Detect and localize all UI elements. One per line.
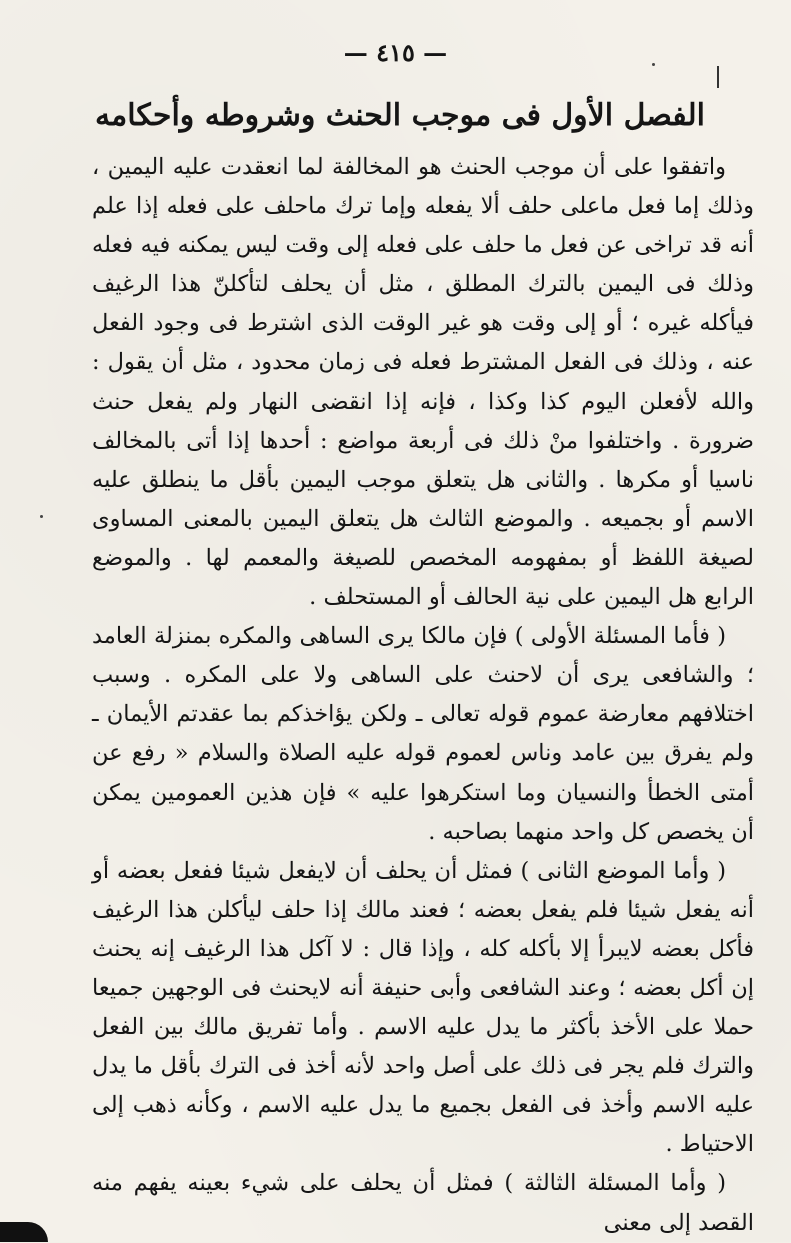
chapter-title: الفصل الأول فى موجب الحنث وشروطه وأحكامه	[95, 98, 705, 133]
scan-corner-blot	[0, 1222, 48, 1242]
paragraph-2: ( فأما المسئلة الأولى ) فإن مالكا يرى الساهى والمكره بمنزلة العامد ؛ والشافعى يرى أن لاحنث على الساهى ولا على المكره . وسبب اختلافهم معارضة عموم قوله تعالى ـ ولكن يؤاخذكم بما عقدتم الأيمان ـ ولم يفرق بين عامد وناس لعموم قوله عليه الصلاة والسلام « رفع عن أمتى الخطأ والنسيان وما استكرهوا عليه » فإن هذين العمومين يمكن أن يخصص كل واحد منهما بصاحبه .	[92, 623, 754, 845]
paragraph-4: ( وأما المسئلة الثالثة ) فمثل أن يحلف على شيء بعينه يفهم منه القصد إلى معنى	[92, 1170, 754, 1236]
scan-speck	[40, 515, 43, 518]
page-number: — ٤١٥ —	[343, 38, 448, 67]
margin-mark	[717, 66, 719, 88]
body-text	[92, 148, 754, 1243]
paragraph-3: ( وأما الموضع الثانى ) فمثل أن يحلف أن لايفعل شيئا ففعل بعضه أو أنه يفعل شيئا فلم يفعل بعضه ؛ فعند مالك إذا حلف ليأكلن هذا الرغيف فأكل بعضه لايبرأ إلا بأكله كله ، وإذا قال : لا آكل هذا الرغيف إنه يحنث إن أكل بعضه ؛ وعند الشافعى وأبى حنيفة أنه لايحنث فى الوجهين جميعا حملا على الأخذ بأكثر ما يدل عليه الاسم . وأما تفريق مالك بين الفعل والترك فلم يجر فى ذلك على أصل واحد لأنه أخذ فى الترك بأقل ما يدل عليه الاسم وأخذ فى الفعل بجميع ما يدل عليه الاسم ، وكأنه ذهب إلى الاحتياط .	[92, 857, 754, 1158]
scan-speck	[652, 63, 655, 66]
paragraph-1: واتفقوا على أن موجب الحنث هو المخالفة لما انعقدت عليه اليمين ، وذلك إما فعل ماعلى حلف ألا يفعله وإما ترك ماحلف على فعله إذا علم أنه قد تراخى عن فعل ما حلف على فعله إلى وقت ليس يمكنه فيه فعله وذلك فى اليمين بالترك المطلق ، مثل أن يحلف لتأكلنّ هذا الرغيف فيأكله غيره ؛ أو إلى وقت هو غير الوقت الذى اشترط فى وجود الفعل عنه ، وذلك فى الفعل المشترط فعله فى زمان محدود ، مثل أن يقول : والله لأفعلن اليوم كذا وكذا ، فإنه إذا انقضى النهار ولم يفعل حنث ضرورة . واختلفوا منْ ذلك فى أربعة مواضع : أحدها إذا أتى بالمخالف ناسيا أو مكرها . والثانى هل يتعلق موجب اليمين بأقل ما ينطلق عليه الاسم أو بجميعه . والموضع الثالث هل يتعلق اليمين بالمعنى المساوى لصيغة اللفظ أو بمفهومه المخصص للصيغة والمعمم لها . والموضع الرابع هل اليمين على نية الحالف أو المستحلف .	[92, 154, 754, 611]
